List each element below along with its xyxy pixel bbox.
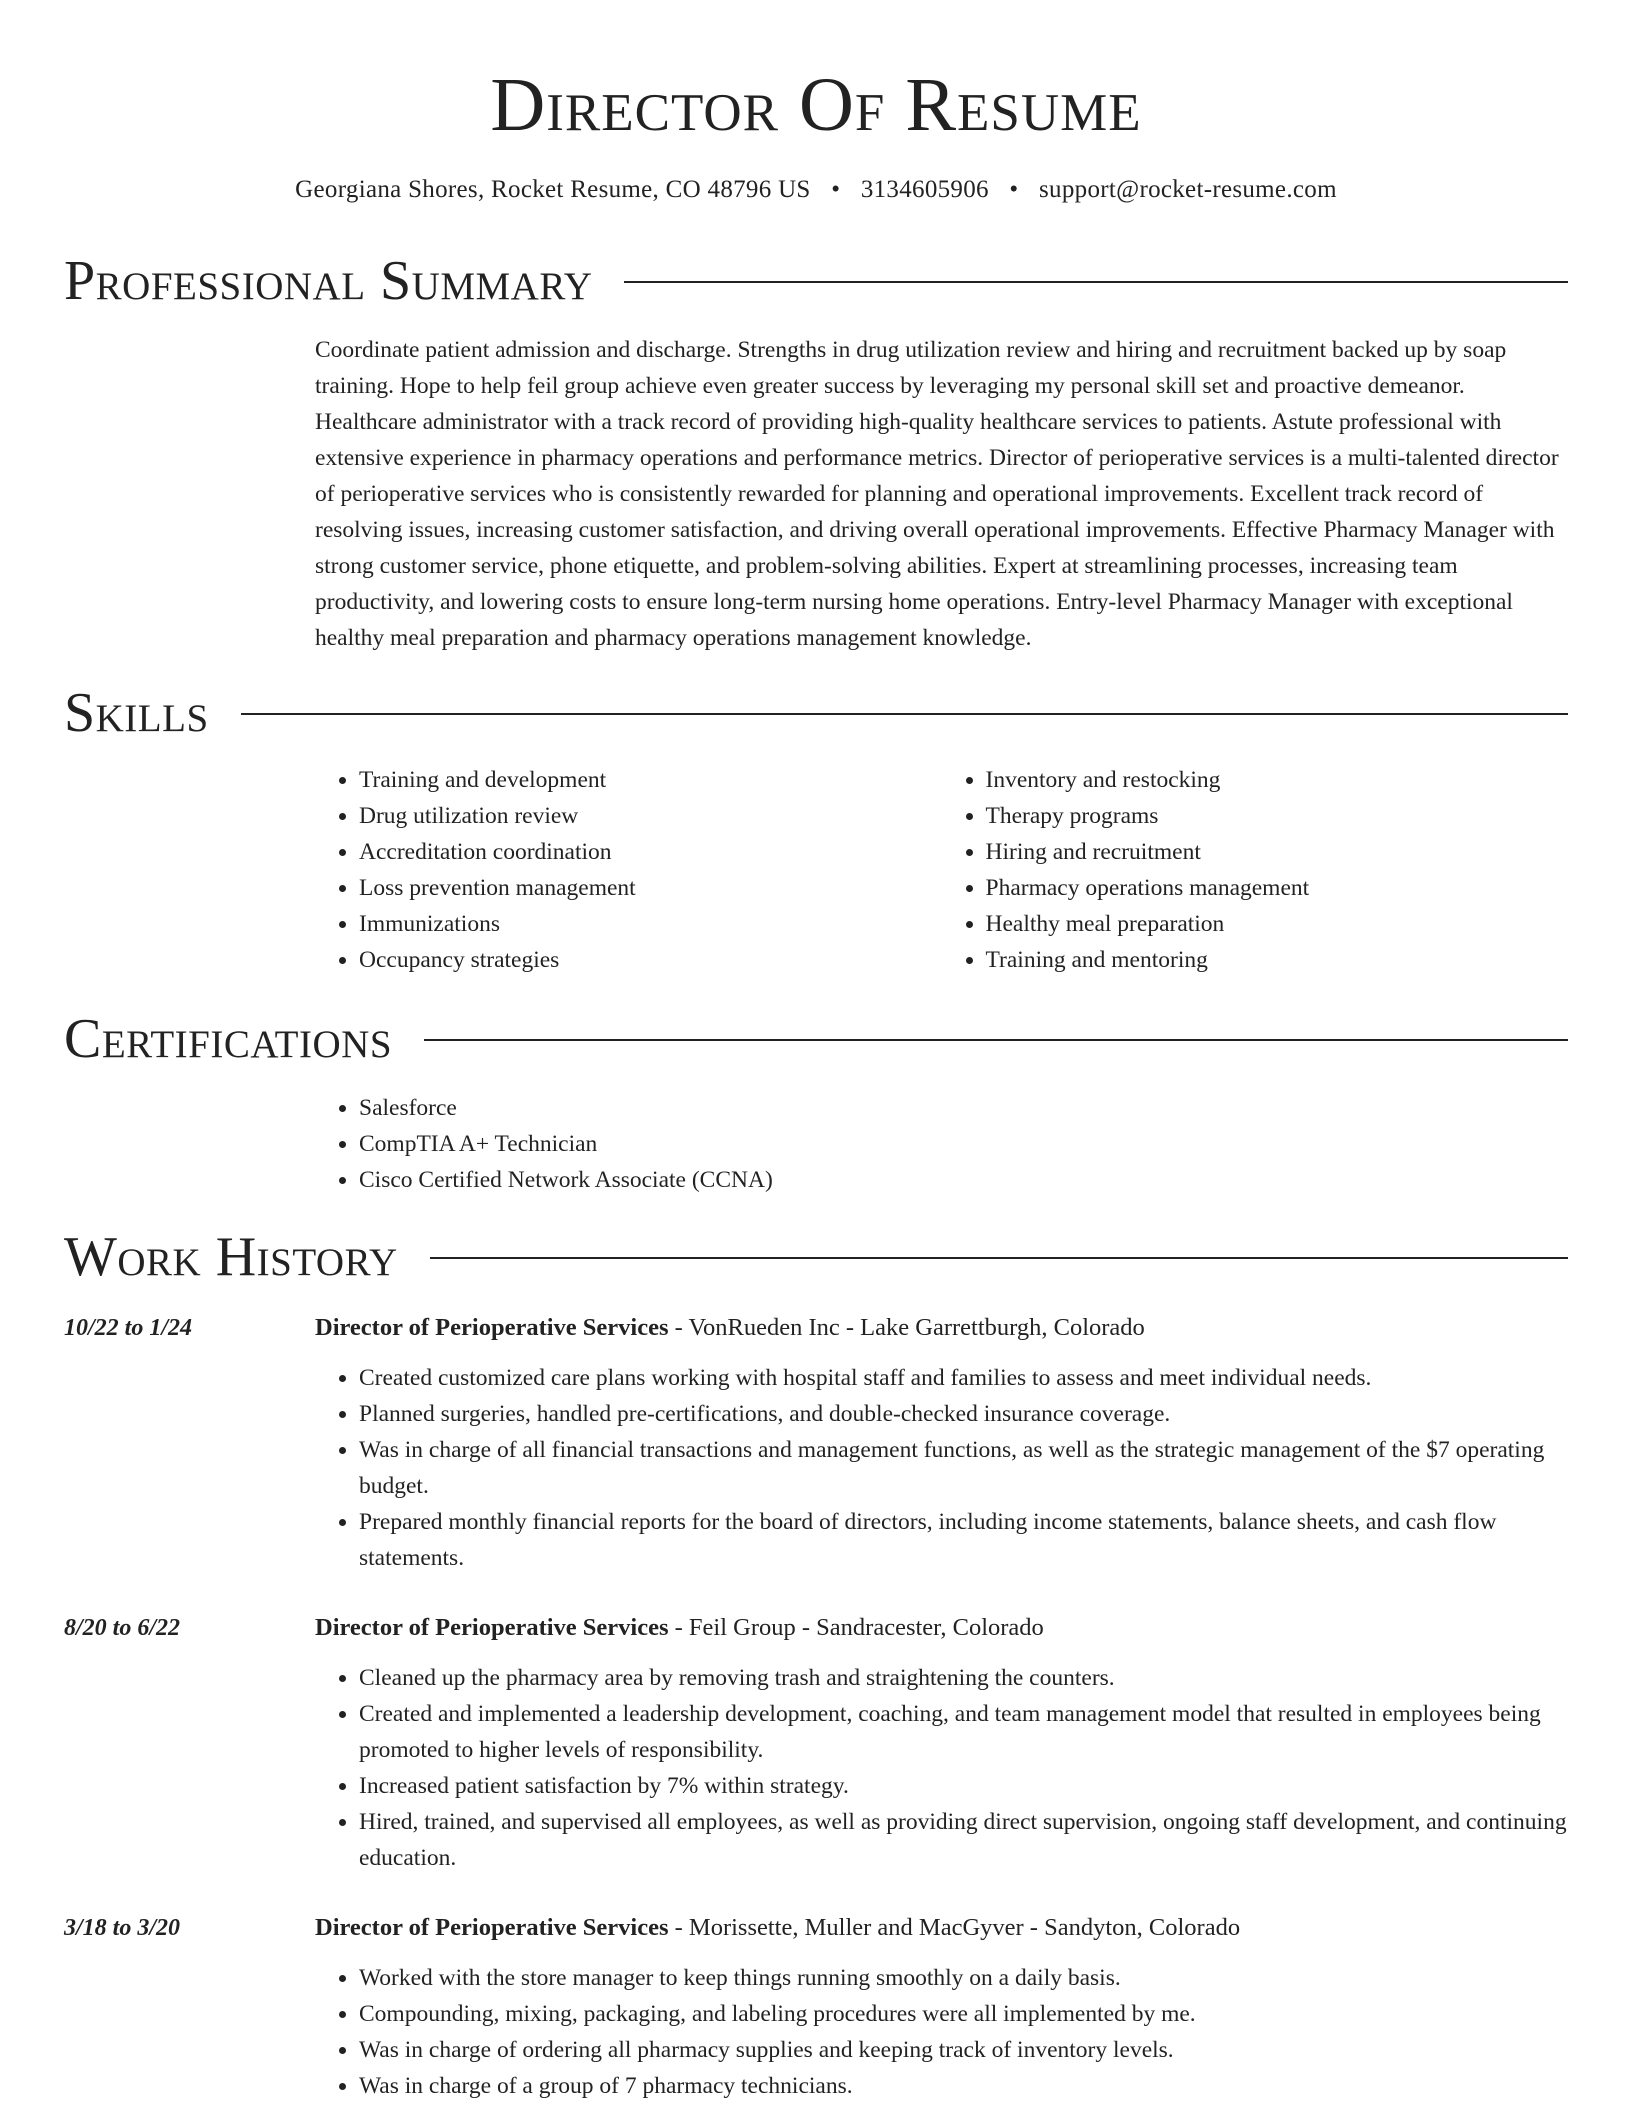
list-item: • Inventory and restocking	[986, 762, 1569, 798]
list-item: • Occupancy strategies	[359, 942, 942, 978]
skills-list	[315, 762, 1568, 978]
work-section-title: Work History	[64, 1226, 398, 1288]
certifications-section-title: Certifications	[64, 1008, 393, 1070]
list-item: • Prepared monthly financial reports for the board of directors, including income statements, balance sheets, and cash flow statements.	[359, 1504, 1568, 1576]
job-bullets	[315, 1360, 1568, 1576]
list-item: • Immunizations	[359, 906, 942, 942]
section-divider	[624, 281, 1568, 283]
list-item: • Drug utilization review	[359, 798, 942, 834]
list-item: • Salesforce	[359, 1090, 1568, 1126]
list-item: • Planned surgeries, handled pre-certifications, and double-checked insurance coverage.	[359, 1396, 1568, 1432]
work-section-header	[64, 1222, 1568, 1292]
skills-section-header	[64, 678, 1568, 748]
summary-section-header	[64, 246, 1568, 316]
certifications-list	[315, 1090, 1568, 1198]
job-body	[315, 1910, 1568, 2104]
job-title: Director of Perioperative Services	[315, 1914, 669, 1941]
contact-phone: 3134605906	[860, 176, 989, 203]
list-item: • Created customized care plans working with hospital staff and families to assess and meet individual needs.	[359, 1360, 1568, 1396]
job-bullets	[315, 1960, 1568, 2104]
list-item: • Therapy programs	[986, 798, 1569, 834]
job-heading	[315, 1910, 1568, 1946]
job-employer: - VonRueden Inc - Lake Garrettburgh, Colorado	[668, 1314, 1145, 1341]
job-dates: 3/18 to 3/20	[64, 1915, 181, 1941]
contact-separator: •	[1009, 176, 1019, 203]
skills-column-left	[315, 762, 942, 978]
job-heading	[315, 1310, 1568, 1346]
job-employer: - Feil Group - Sandracester, Colorado	[668, 1614, 1044, 1641]
list-item: • Cisco Certified Network Associate (CCNA)	[359, 1162, 1568, 1198]
contact-address: Georgiana Shores, Rocket Resume, CO 48796 US	[295, 176, 811, 203]
certifications-section-header	[64, 1004, 1568, 1074]
list-item: • Cleaned up the pharmacy area by removing trash and straightening the counters.	[359, 1660, 1568, 1696]
list-item: • Created and implemented a leadership development, coaching, and team management model that resulted in employees being promoted to higher levels of responsibility.	[359, 1696, 1568, 1768]
contact-email: support@rocket-resume.com	[1039, 176, 1337, 203]
list-item: • Training and development	[359, 762, 942, 798]
job-title: Director of Perioperative Services	[315, 1314, 669, 1341]
job-bullets	[315, 1660, 1568, 1876]
job-entry	[64, 1610, 1568, 1876]
job-employer: - Morissette, Muller and MacGyver - Sandyton, Colorado	[668, 1914, 1241, 1941]
job-entry	[64, 1310, 1568, 1576]
list-item: • Training and mentoring	[986, 942, 1569, 978]
skills-column-right	[942, 762, 1569, 978]
job-dates: 8/20 to 6/22	[64, 1615, 181, 1641]
list-item: • Compounding, mixing, packaging, and labeling procedures were all implemented by me.	[359, 1996, 1568, 2032]
contact-line	[64, 176, 1568, 204]
job-heading	[315, 1610, 1568, 1646]
section-divider	[430, 1257, 1568, 1259]
job-body	[315, 1610, 1568, 1876]
contact-separator: •	[831, 176, 841, 203]
job-dates: 10/22 to 1/24	[64, 1315, 193, 1341]
list-item: • Was in charge of ordering all pharmacy supplies and keeping track of inventory levels.	[359, 2032, 1568, 2068]
skills-section-title: Skills	[64, 682, 209, 744]
list-item: • Loss prevention management	[359, 870, 942, 906]
list-item: • Accreditation coordination	[359, 834, 942, 870]
certifications-items	[315, 1090, 1568, 1198]
summary-text: Coordinate patient admission and discharge. Strengths in drug utilization review and hiring and recruitment backed up by soap training. Hope to help feil group achieve even greater success by leveraging my personal skill set and proactive demeanor. Healthcare administrator with a track record of providing high-quality healthcare services to patients. Astute professional with extensive experience in pharmacy operations and performance metrics. Director of perioperative services is a multi-talented director of perioperative services who is consistently rewarded for planning and operational improvements. Excellent track record of resolving issues, increasing customer satisfaction, and driving overall operational improvements. Effective Pharmacy Manager with strong customer service, phone etiquette, and problem-solving abilities. Expert at streamlining processes, increasing team productivity, and lowering costs to ensure long-term nursing home operations. Entry-level Pharmacy Manager with exceptional healthy meal preparation and pharmacy operations management knowledge.	[315, 337, 1559, 651]
list-item: • Hiring and recruitment	[986, 834, 1569, 870]
list-item: • Worked with the store manager to keep things running smoothly on a daily basis.	[359, 1960, 1568, 1996]
list-item: • CompTIA A+ Technician	[359, 1126, 1568, 1162]
list-item: • Hired, trained, and supervised all employees, as well as providing direct supervision, ongoing staff development, and continuing education.	[359, 1804, 1568, 1876]
section-divider	[424, 1039, 1568, 1041]
list-item: • Was in charge of all financial transactions and management functions, as well as the strategic management of the $7 operating budget.	[359, 1432, 1568, 1504]
job-title: Director of Perioperative Services	[315, 1614, 669, 1641]
job-body	[315, 1310, 1568, 1576]
section-divider	[241, 713, 1568, 715]
candidate-name: Director Of Resume	[490, 63, 1142, 147]
list-item: • Pharmacy operations management	[986, 870, 1569, 906]
list-item: • Increased patient satisfaction by 7% within strategy.	[359, 1768, 1568, 1804]
job-entry	[64, 1910, 1568, 2104]
list-item: • Was in charge of a group of 7 pharmacy technicians.	[359, 2068, 1568, 2104]
summary-section-title: Professional Summary	[64, 250, 593, 312]
list-item: • Healthy meal preparation	[986, 906, 1569, 942]
resume-header	[64, 0, 1568, 204]
